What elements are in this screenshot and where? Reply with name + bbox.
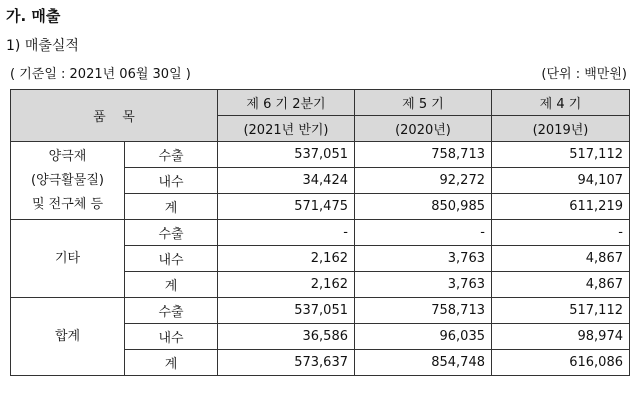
value-cell: 94,107 xyxy=(492,168,630,194)
period-subheader: (2019년) xyxy=(492,116,630,142)
period-header: 제 5 기 xyxy=(355,90,492,116)
item-header: 품 목 xyxy=(11,90,218,142)
sales-table xyxy=(10,89,630,376)
sales-type-cell: 계 xyxy=(125,350,218,376)
product-group-line: 및 전구체 등 xyxy=(31,196,104,212)
period-header: 제 6 기 2분기 xyxy=(218,90,355,116)
value-cell: 571,475 xyxy=(218,194,355,220)
product-group-other xyxy=(11,220,125,298)
sales-type-cell: 수출 xyxy=(125,142,218,168)
product-group-cathode xyxy=(11,142,125,220)
sales-type-cell: 수출 xyxy=(125,298,218,324)
sales-type-cell: 수출 xyxy=(125,220,218,246)
period-subheader: (2020년) xyxy=(355,116,492,142)
value-cell: 4,867 xyxy=(492,246,630,272)
period-header: 제 4 기 xyxy=(492,90,630,116)
header-row-period xyxy=(11,90,630,116)
base-date: ( 기준일 : 2021년 06월 30일 ) xyxy=(10,67,191,82)
value-cell: 611,219 xyxy=(492,194,630,220)
subsection-title: 1) 매출실적 xyxy=(6,38,79,54)
value-cell: 758,713 xyxy=(355,142,492,168)
period-subheader: (2021년 반기) xyxy=(218,116,355,142)
product-group-line: 기타 xyxy=(54,250,81,266)
value-cell: 573,637 xyxy=(218,350,355,376)
value-cell: 34,424 xyxy=(218,168,355,194)
value-cell: 4,867 xyxy=(492,272,630,298)
value-cell: 850,985 xyxy=(355,194,492,220)
sales-type-cell: 계 xyxy=(125,272,218,298)
sales-type-cell: 내수 xyxy=(125,246,218,272)
section-title: 가. 매출 xyxy=(6,7,61,25)
product-group-line: (양극활물질) xyxy=(31,172,104,188)
value-cell: 92,272 xyxy=(355,168,492,194)
value-cell: 3,763 xyxy=(355,246,492,272)
value-cell: - xyxy=(492,220,630,246)
value-cell: 517,112 xyxy=(492,142,630,168)
sales-type-cell: 내수 xyxy=(125,168,218,194)
product-group-total xyxy=(11,298,125,376)
value-cell: 96,035 xyxy=(355,324,492,350)
value-cell: 537,051 xyxy=(218,298,355,324)
value-cell: 616,086 xyxy=(492,350,630,376)
table-row xyxy=(11,298,630,324)
product-group-line: 합계 xyxy=(54,328,81,344)
value-cell: 3,763 xyxy=(355,272,492,298)
sales-type-cell: 계 xyxy=(125,194,218,220)
value-cell: 854,748 xyxy=(355,350,492,376)
value-cell: - xyxy=(355,220,492,246)
table-row xyxy=(11,220,630,246)
sales-type-cell: 내수 xyxy=(125,324,218,350)
value-cell: 36,586 xyxy=(218,324,355,350)
value-cell: 517,112 xyxy=(492,298,630,324)
value-cell: 2,162 xyxy=(218,246,355,272)
product-group-line: 양극재 xyxy=(48,148,87,164)
value-cell: 98,974 xyxy=(492,324,630,350)
value-cell: 537,051 xyxy=(218,142,355,168)
value-cell: 2,162 xyxy=(218,272,355,298)
unit-label: (단위 : 백만원) xyxy=(541,67,627,82)
value-cell: - xyxy=(218,220,355,246)
value-cell: 758,713 xyxy=(355,298,492,324)
table-row xyxy=(11,142,630,168)
